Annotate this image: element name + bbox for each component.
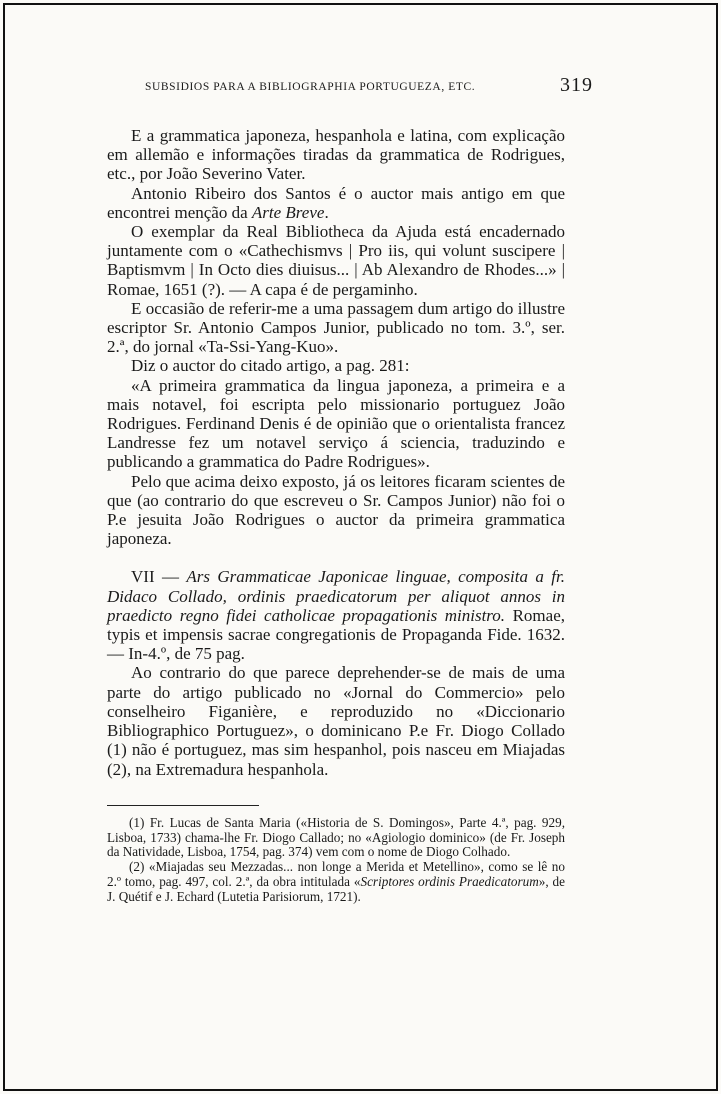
- section-heading: [107, 567, 565, 663]
- paragraph: E occasião de referir-me a uma passagem dum artigo do illustre escriptor Sr. Antonio Campos Junior, publicado no tom. 3.º, ser. 2.ª, do jornal «Ta-Ssi-Yang-Kuo».: [107, 298, 565, 357]
- italic-title: Scriptores ordinis Praedicatorum: [360, 873, 539, 889]
- paragraph: Antonio Ribeiro dos Santos é o auctor mais antigo em que encontrei menção da Arte Breve.: [107, 183, 565, 222]
- page-header: [107, 74, 593, 104]
- paragraph: Pelo que acima deixo exposto, já os leitores ficaram scientes de que (ao contrario do que escreveu o Sr. Campos Junior) não foi o P.e jesuita João Rodrigues o auctor da primeira grammatica japoneza.: [107, 471, 565, 549]
- page-number: 319: [560, 74, 593, 96]
- section-imprint: Romae, typis et impensis sacrae congregationis de Propaganda Fide. 1632. — In-4.º, de 75 pag.: [107, 605, 565, 664]
- paragraph: Ao contrario do que parece deprehender-se de mais de uma parte do artigo publicado no «Jornal do Commercio» pelo conselheiro Figanière, e reproduzido no «Diccionario Bibliographico Portuguez», o dominicano P.e Fr. Diogo Collado (1) não é portuguez, mas sim hespanhol, pois nasceu em Miajadas (2), na Extremadura hespanhola.: [107, 663, 565, 779]
- paragraph: O exemplar da Real Bibliotheca da Ajuda está encadernado juntamente com o «Cathechismvs | Pro iis, qui volunt suscipere | Baptismvm | In Octo dies diuisus... | Ab Alexandro de Rhodes...» | Romae, 1651 (?). — A capa é de pergaminho.: [107, 222, 565, 299]
- paragraph: E a grammatica japoneza, hespanhola e latina, com explicação em allemão e informações tiradas da grammatica de Rodrigues, etc., por João Severino Vater.: [107, 126, 565, 184]
- section-numeral: VII —: [131, 567, 187, 587]
- section-title: Ars Grammaticae Japonicae linguae, composita a fr. Didaco Collado, ordinis praedicatorum per aliquot annos in praedicto regno fidei catholicae propagationis ministro.: [107, 567, 565, 625]
- paragraph: «A primeira grammatica da lingua japoneza, a primeira e a mais notavel, foi escripta pelo missionario portuguez João Rodrigues. Ferdinand Denis é de opinião que o orientalista francez Landresse fez um notavel serviço á sciencia, traduzindo e publicando a grammatica do Padre Rodrigues».: [107, 375, 565, 472]
- body-text: [107, 126, 565, 779]
- footnotes: [107, 816, 565, 905]
- footnote: (1) Fr. Lucas de Santa Maria («Historia de S. Domingos», Parte 4.ª, pag. 929, Lisboa, 1733) chama-lhe Fr. Diogo Callado; no «Agiologio dominico» (de Fr. Joseph da Natividade, Lisboa, 1754, pag. 374) vem com o nome de Diogo Colhado.: [107, 814, 565, 860]
- running-head: SUBSIDIOS PARA A BIBLIOGRAPHIA PORTUGUEZA, ETC.: [145, 81, 476, 93]
- footnote: (2) «Miajadas seu Mezzadas... non longe a Merida et Metellino», como se lê no 2.º tomo, pag. 497, col. 2.ª, da obra intitulada «Scriptores ordinis Praedicatorum», de J. Quétif e J. Echard (Lutetia Parisiorum, 1721).: [107, 859, 565, 904]
- paragraph: Diz o auctor do citado artigo, a pag. 281:: [131, 356, 410, 376]
- book-page: [107, 74, 593, 904]
- italic-title: Arte Breve: [251, 202, 325, 222]
- footnote-divider: [107, 805, 259, 806]
